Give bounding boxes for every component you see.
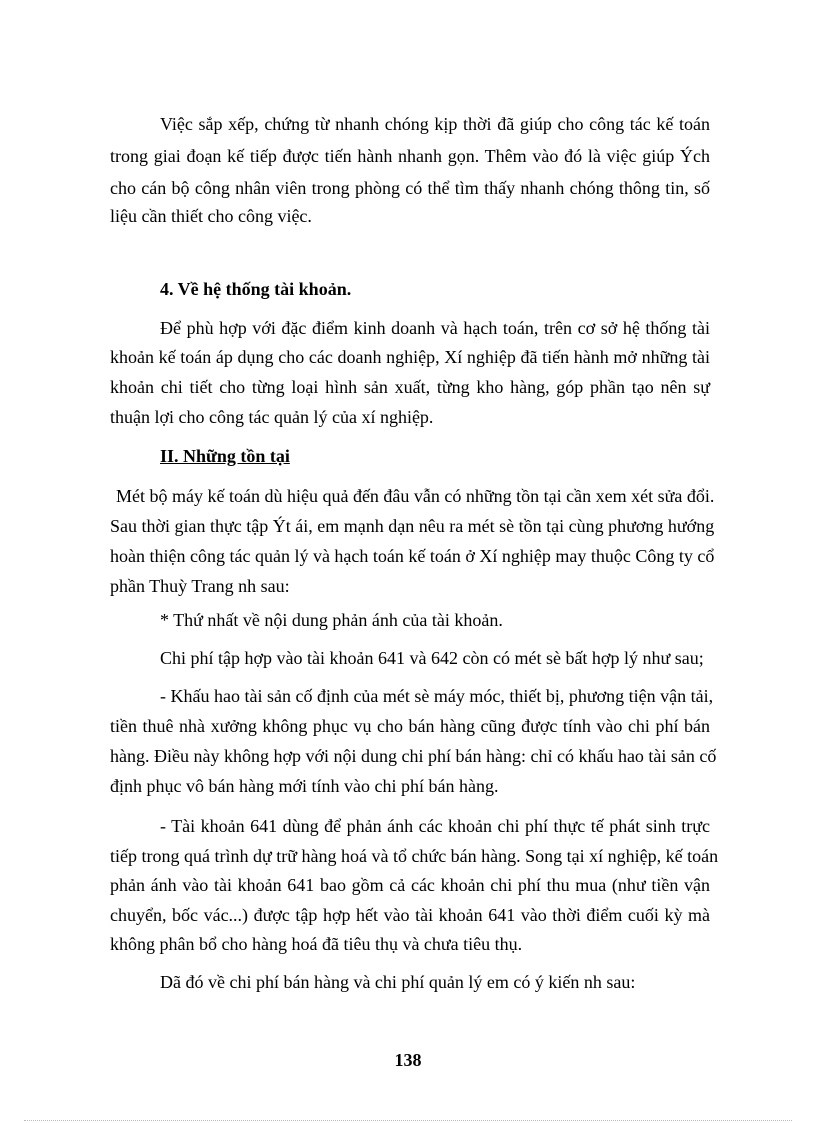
paragraph-4-line-3: hàng. Điều này không hợp với nội dung chi phí bán hàng: chỉ có khấu hao tài sản cố <box>110 746 717 766</box>
page-number: 138 <box>394 1050 422 1070</box>
paragraph-3-line-4: phần Thuỳ Trang nh sau: <box>110 576 290 596</box>
paragraph-1-line-2: trong giai đoạn kế tiếp được tiến hành nhanh gọn. Thêm vào đó là việc giúp Ých <box>110 146 710 166</box>
paragraph-4-line-1: - Khấu hao tài sản cố định của mét sè máy móc, thiết bị, phương tiện vận tải, <box>160 686 714 706</box>
paragraph-4-line-4: định phục vô bán hàng mới tính vào chi phí bán hàng. <box>110 776 499 796</box>
page-bottom-divider <box>24 1120 792 1121</box>
paragraph-2-line-2: khoản kế toán áp dụng cho các doanh nghiệp, Xí nghiệp đã tiến hành mở những tài <box>110 347 710 367</box>
paragraph-2-line-3: khoản chi tiết cho từng loại hình sản xuất, từng kho hàng, góp phần tạo nên sự <box>110 377 710 397</box>
paragraph-5-line-1: - Tài khoản 641 dùng để phản ánh các khoản chi phí thực tế phát sinh trực <box>160 816 710 836</box>
item-first-point: * Thứ nhất về nội dung phản ánh của tài khoản. <box>160 610 503 630</box>
paragraph-3-line-2: Sau thời gian thực tập Ýt ái, em mạnh dạn nêu ra mét sè tồn tại cùng phương hướng <box>110 516 715 536</box>
conclusion-line: Dã đó về chi phí bán hàng và chi phí quản lý em có ý kiến nh sau: <box>160 972 636 992</box>
paragraph-2-line-1: Để phù hợp với đặc điểm kinh doanh và hạch toán, trên cơ sở hệ thống tài <box>160 318 710 338</box>
paragraph-4-line-2: tiền thuê nhà xưởng không phục vụ cho bán hàng cũng được tính vào chi phí bán <box>110 716 710 736</box>
paragraph-5-line-5: không phân bổ cho hàng hoá đã tiêu thụ và chưa tiêu thụ. <box>110 934 523 954</box>
paragraph-5-line-4: chuyển, bốc vác...) được tập hợp hết vào tài khoản 641 vào thời điểm cuối kỳ mà <box>110 905 710 925</box>
item-cost-statement: Chi phí tập hợp vào tài khoản 641 và 642 còn có mét sè bất hợp lý như sau; <box>160 648 704 668</box>
section-heading-accounts: 4. Về hệ thống tài khoản. <box>160 279 352 299</box>
paragraph-5-line-2: tiếp trong quá trình dự trữ hàng hoá và tổ chức bán hàng. Song tại xí nghiệp, kế toán <box>110 846 719 866</box>
paragraph-3-line-3: hoàn thiện công tác quản lý và hạch toán kế toán ở Xí nghiệp may thuộc Công ty cổ <box>110 546 715 566</box>
paragraph-1-line-1: Việc sắp xếp, chứng từ nhanh chóng kịp thời đã giúp cho công tác kế toán <box>160 114 710 134</box>
section-heading-shortcomings: II. Những tồn tại <box>160 446 290 466</box>
paragraph-3-line-1: Mét bộ máy kế toán dù hiệu quả đến đâu vẫn có những tồn tại cần xem xét sửa đổi. <box>116 486 715 506</box>
paragraph-1-line-4: liệu cần thiết cho công việc. <box>110 206 312 226</box>
paragraph-1-line-3: cho cán bộ công nhân viên trong phòng có thể tìm thấy nhanh chóng thông tin, số <box>110 178 710 198</box>
paragraph-5-line-3: phản ánh vào tài khoản 641 bao gồm cả các khoản chi phí thu mua (như tiền vận <box>110 875 710 895</box>
paragraph-2-line-4: thuận lợi cho công tác quản lý của xí nghiệp. <box>110 407 434 427</box>
